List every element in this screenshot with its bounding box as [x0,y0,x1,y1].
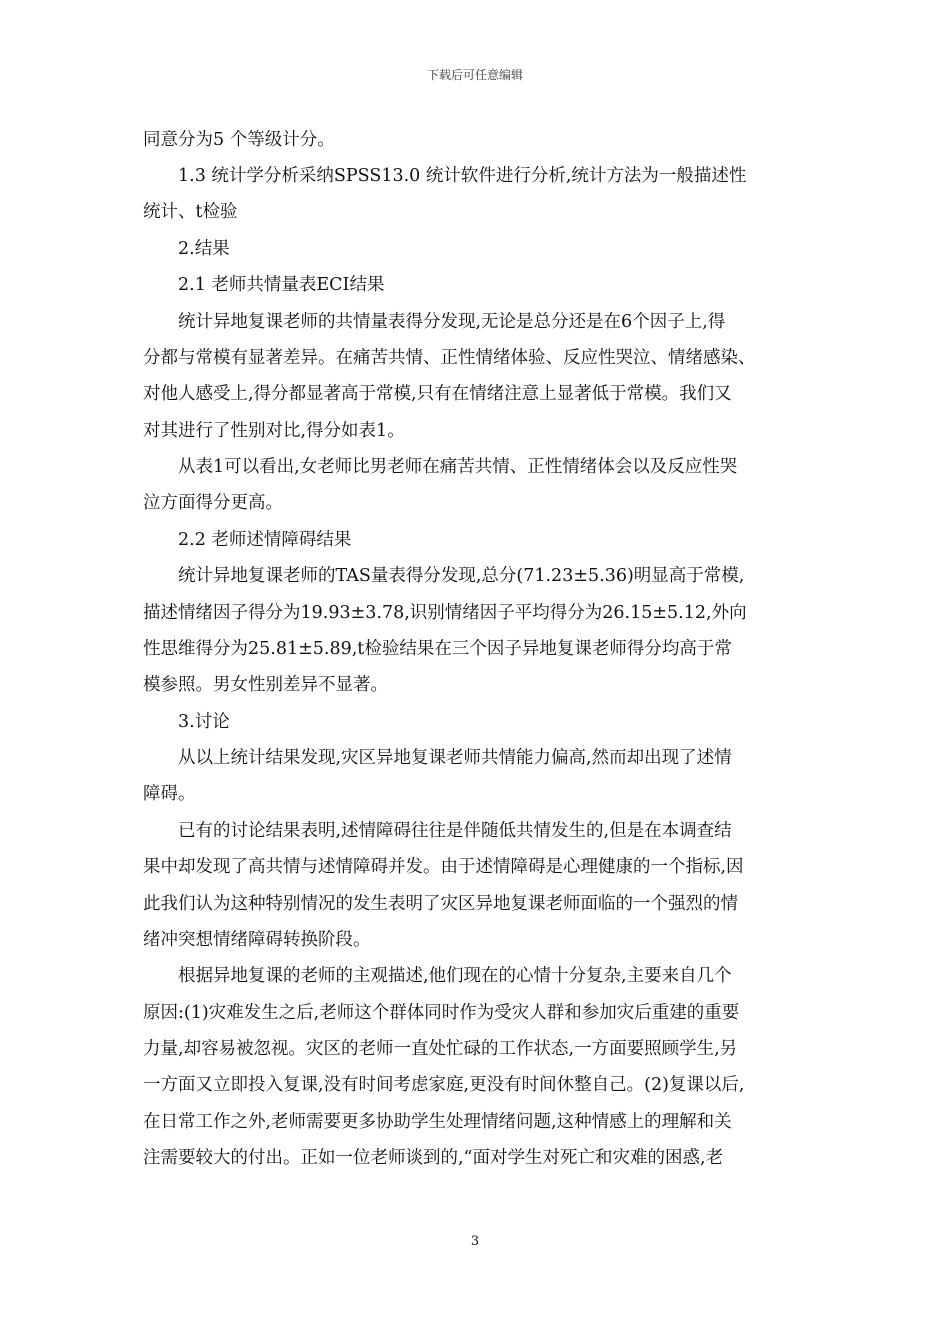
text-line: 1.3 统计学分析采纳SPSS13.0 统计软件进行分析,统计方法为一般描述性 [178,166,747,186]
section-heading: 3.讨论 [178,712,230,732]
text-line: 注需要较大的付出。正如一位老师谈到的,“面对学生对死亡和灾难的困惑,老 [143,1148,724,1168]
text-line: 果中却发现了高共情与述情障碍并发。由于述情障碍是心理健康的一个指标,因 [143,857,744,877]
text-line: 此我们认为这种特别情况的发生表明了灾区异地复课老师面临的一个强烈的情 [143,894,738,914]
text-line: 原因:(1)灾难发生之后,老师这个群体同时作为受灾人群和参加灾后重建的重要 [143,1003,740,1023]
text-line: 描述情绪因子得分为19.93±3.78,识别情绪因子平均得分为26.15±5.12,外向 [143,603,747,623]
text-line: 统计异地复课老师的TAS量表得分发现,总分(71.23±5.36)明显高于常模, [178,566,745,586]
section-heading: 2.1 老师共情量表ECI结果 [178,275,385,295]
text-line: 同意分为5 个等级计分。 [143,130,335,150]
text-line: 对其进行了性别对比,得分如表1。 [143,421,405,441]
text-line: 已有的讨论结果表明,述情障碍往往是伴随低共情发生的,但是在本调查结 [178,821,732,841]
section-heading: 2.结果 [178,239,230,259]
text-line: 从以上统计结果发现,灾区异地复课老师共情能力偏高,然而却出现了述情 [178,748,732,768]
text-line: 统计异地复课老师的共情量表得分发现,无论是总分还是在6个因子上,得 [178,312,726,332]
text-line: 力量,却容易被忽视。灾区的老师一直处忙碌的工作状态,一方面要照顾学生,另 [143,1039,738,1059]
text-line: 绪冲突想情绪障碍转换阶段。 [143,930,371,950]
text-line: 分都与常模有显著差异。在痛苦共情、正性情绪体验、反应性哭泣、情绪感染、 [143,348,756,368]
text-line: 根据异地复课的老师的主观描述,他们现在的心情十分复杂,主要来自几个 [178,966,732,986]
text-line: 从表1可以看出,女老师比男老师在痛苦共情、正性情绪体会以及反应性哭 [178,457,738,477]
text-line: 泣方面得分更高。 [143,493,283,513]
text-line: 统计、t检验 [143,202,238,222]
text-line: 在日常工作之外,老师需要更多协助学生处理情绪问题,这种情感上的理解和关 [143,1112,732,1132]
page-number: 3 [470,1234,480,1249]
text-line: 模参照。男女性别差异不显著。 [143,675,388,695]
text-line: 一方面又立即投入复课,没有时间考虑家庭,更没有时间休整自己。(2)复课以后, [143,1075,745,1095]
text-line: 障碍。 [143,784,196,804]
section-heading: 2.2 老师述情障碍结果 [178,530,352,550]
text-line: 性思维得分为25.81±5.89,t检验结果在三个因子异地复课老师得分均高于常 [143,639,732,659]
text-line: 对他人感受上,得分都显著高于常模,只有在情绪注意上显著低于常模。我们又 [143,384,732,404]
page-header: 下载后可任意编辑 [426,68,523,82]
